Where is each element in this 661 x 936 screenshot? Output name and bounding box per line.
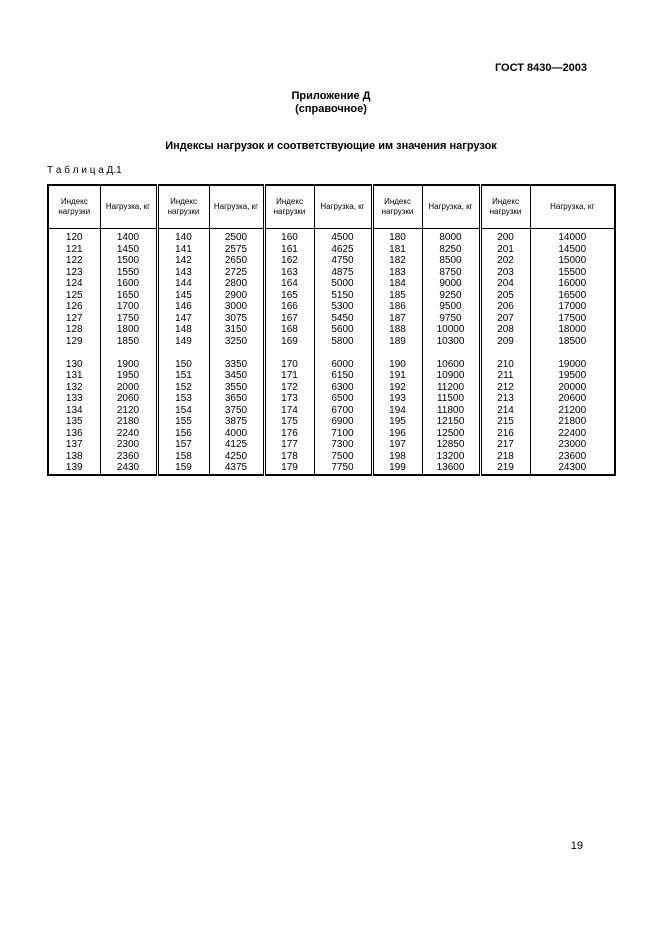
load-cell: 2650: [209, 255, 264, 267]
load-cell: 11500: [422, 393, 480, 405]
index-cell: 146: [157, 301, 209, 313]
load-cell: 4000: [209, 428, 264, 440]
index-cell: 120: [48, 229, 100, 244]
load-cell: 6000: [314, 359, 372, 371]
index-cell: 201: [480, 244, 530, 256]
load-cell: 24300: [530, 462, 615, 475]
table-row: [48, 370, 615, 382]
load-cell: 11200: [422, 382, 480, 394]
load-cell: 16500: [530, 290, 615, 302]
load-cell: 3150: [209, 324, 264, 336]
doc-reference: ГОСТ 8430—2003: [494, 62, 587, 74]
load-cell: 3350: [209, 359, 264, 371]
load-cell: 22400: [530, 428, 615, 440]
index-cell: 124: [48, 278, 100, 290]
load-cell: 2430: [100, 462, 157, 475]
index-cell: 186: [372, 301, 422, 313]
index-cell: 210: [480, 359, 530, 371]
index-cell: 143: [157, 267, 209, 279]
load-cell: 9250: [422, 290, 480, 302]
load-cell: 9000: [422, 278, 480, 290]
index-cell: 169: [264, 336, 314, 348]
load-cell: 1750: [100, 313, 157, 325]
table-row: [48, 439, 615, 451]
index-cell: 184: [372, 278, 422, 290]
load-cell: 7300: [314, 439, 372, 451]
index-cell: 150: [157, 359, 209, 371]
index-cell: 129: [48, 336, 100, 348]
index-cell: 206: [480, 301, 530, 313]
index-cell: 216: [480, 428, 530, 440]
load-cell: 5450: [314, 313, 372, 325]
index-cell: 196: [372, 428, 422, 440]
index-cell: 144: [157, 278, 209, 290]
appendix-name: Приложение Д: [291, 90, 371, 102]
index-cell: 203: [480, 267, 530, 279]
index-cell: 181: [372, 244, 422, 256]
index-cell: 156: [157, 428, 209, 440]
load-cell: 1500: [100, 255, 157, 267]
index-cell: 179: [264, 462, 314, 475]
index-header: Индекс нагрузки: [264, 185, 314, 229]
load-cell: [209, 347, 264, 359]
load-cell: 5150: [314, 290, 372, 302]
load-cell: 4125: [209, 439, 264, 451]
appendix-heading: [46, 90, 616, 116]
index-cell: 215: [480, 416, 530, 428]
load-cell: 3250: [209, 336, 264, 348]
index-cell: 155: [157, 416, 209, 428]
index-cell: 218: [480, 451, 530, 463]
index-cell: 149: [157, 336, 209, 348]
spacer-row: [48, 347, 615, 359]
index-cell: 204: [480, 278, 530, 290]
load-cell: 3875: [209, 416, 264, 428]
load-cell: 5000: [314, 278, 372, 290]
load-cell: 1900: [100, 359, 157, 371]
index-cell: 205: [480, 290, 530, 302]
load-index-table: [47, 184, 616, 476]
index-cell: 199: [372, 462, 422, 475]
table-row: [48, 462, 615, 475]
index-cell: 125: [48, 290, 100, 302]
table-row: [48, 428, 615, 440]
load-cell: 2575: [209, 244, 264, 256]
load-header: Нагрузка, кг: [314, 185, 372, 229]
index-cell: 151: [157, 370, 209, 382]
load-cell: 23600: [530, 451, 615, 463]
table-row: [48, 416, 615, 428]
index-cell: 123: [48, 267, 100, 279]
table-row: [48, 324, 615, 336]
index-cell: 122: [48, 255, 100, 267]
load-cell: 12500: [422, 428, 480, 440]
index-cell: 137: [48, 439, 100, 451]
table-row: [48, 313, 615, 325]
index-cell: 166: [264, 301, 314, 313]
load-cell: 8500: [422, 255, 480, 267]
load-cell: 20600: [530, 393, 615, 405]
index-cell: 147: [157, 313, 209, 325]
load-cell: 2300: [100, 439, 157, 451]
index-cell: 212: [480, 382, 530, 394]
load-cell: 2360: [100, 451, 157, 463]
index-cell: 157: [157, 439, 209, 451]
load-cell: 16000: [530, 278, 615, 290]
index-cell: [157, 347, 209, 359]
load-cell: 19500: [530, 370, 615, 382]
index-cell: 128: [48, 324, 100, 336]
load-cell: 8000: [422, 229, 480, 244]
index-cell: 167: [264, 313, 314, 325]
index-cell: 134: [48, 405, 100, 417]
index-cell: 154: [157, 405, 209, 417]
index-cell: 170: [264, 359, 314, 371]
load-cell: 1650: [100, 290, 157, 302]
load-cell: 5300: [314, 301, 372, 313]
index-cell: 145: [157, 290, 209, 302]
load-header: Нагрузка, кг: [530, 185, 615, 229]
load-cell: 14000: [530, 229, 615, 244]
index-cell: 188: [372, 324, 422, 336]
index-header: Индекс нагрузки: [48, 185, 100, 229]
index-cell: 171: [264, 370, 314, 382]
table-row: [48, 405, 615, 417]
index-cell: 140: [157, 229, 209, 244]
index-cell: 208: [480, 324, 530, 336]
table-row: [48, 393, 615, 405]
index-cell: 148: [157, 324, 209, 336]
load-cell: 5600: [314, 324, 372, 336]
load-cell: 9500: [422, 301, 480, 313]
load-cell: 3550: [209, 382, 264, 394]
index-cell: 209: [480, 336, 530, 348]
index-cell: 131: [48, 370, 100, 382]
load-cell: 17500: [530, 313, 615, 325]
table-row: [48, 382, 615, 394]
index-cell: 172: [264, 382, 314, 394]
index-cell: 214: [480, 405, 530, 417]
load-cell: 3450: [209, 370, 264, 382]
load-cell: 15500: [530, 267, 615, 279]
load-cell: 3000: [209, 301, 264, 313]
index-cell: 177: [264, 439, 314, 451]
load-cell: [530, 347, 615, 359]
table-row: [48, 301, 615, 313]
load-cell: 9750: [422, 313, 480, 325]
load-cell: 10300: [422, 336, 480, 348]
load-cell: 10900: [422, 370, 480, 382]
load-header: Нагрузка, кг: [100, 185, 157, 229]
table-body: [48, 229, 615, 475]
index-cell: 190: [372, 359, 422, 371]
index-cell: 142: [157, 255, 209, 267]
load-cell: 4625: [314, 244, 372, 256]
index-cell: 158: [157, 451, 209, 463]
load-cell: [314, 347, 372, 359]
load-cell: 2180: [100, 416, 157, 428]
index-cell: 153: [157, 393, 209, 405]
index-cell: 175: [264, 416, 314, 428]
table-row: [48, 278, 615, 290]
load-cell: 23000: [530, 439, 615, 451]
index-cell: 126: [48, 301, 100, 313]
load-cell: 6700: [314, 405, 372, 417]
load-cell: 14500: [530, 244, 615, 256]
load-header: Нагрузка, кг: [209, 185, 264, 229]
load-cell: 6900: [314, 416, 372, 428]
load-cell: 2800: [209, 278, 264, 290]
load-cell: 1400: [100, 229, 157, 244]
index-cell: 193: [372, 393, 422, 405]
load-cell: 1950: [100, 370, 157, 382]
load-cell: 15000: [530, 255, 615, 267]
index-cell: 219: [480, 462, 530, 475]
load-header: Нагрузка, кг: [422, 185, 480, 229]
index-cell: 195: [372, 416, 422, 428]
table-row: [48, 229, 615, 244]
index-cell: [480, 347, 530, 359]
index-cell: 217: [480, 439, 530, 451]
index-cell: 191: [372, 370, 422, 382]
index-header: Индекс нагрузки: [157, 185, 209, 229]
index-cell: 207: [480, 313, 530, 325]
load-cell: 2900: [209, 290, 264, 302]
load-cell: 1800: [100, 324, 157, 336]
load-cell: 7500: [314, 451, 372, 463]
index-cell: 159: [157, 462, 209, 475]
load-cell: 8250: [422, 244, 480, 256]
table-row: [48, 267, 615, 279]
table-row: [48, 255, 615, 267]
load-cell: 13600: [422, 462, 480, 475]
index-cell: 211: [480, 370, 530, 382]
index-cell: [48, 347, 100, 359]
index-cell: 173: [264, 393, 314, 405]
index-cell: 192: [372, 382, 422, 394]
index-cell: 178: [264, 451, 314, 463]
load-cell: 5800: [314, 336, 372, 348]
load-cell: 1850: [100, 336, 157, 348]
index-cell: 121: [48, 244, 100, 256]
index-cell: 183: [372, 267, 422, 279]
index-cell: 189: [372, 336, 422, 348]
index-cell: 185: [372, 290, 422, 302]
index-header: Индекс нагрузки: [480, 185, 530, 229]
index-cell: 202: [480, 255, 530, 267]
load-cell: 1600: [100, 278, 157, 290]
load-cell: 13200: [422, 451, 480, 463]
index-cell: 135: [48, 416, 100, 428]
load-cell: 2060: [100, 393, 157, 405]
load-cell: 2120: [100, 405, 157, 417]
index-cell: 127: [48, 313, 100, 325]
index-cell: 133: [48, 393, 100, 405]
index-cell: 165: [264, 290, 314, 302]
load-cell: 21200: [530, 405, 615, 417]
load-cell: [422, 347, 480, 359]
load-cell: 11800: [422, 405, 480, 417]
index-cell: 141: [157, 244, 209, 256]
load-cell: 4875: [314, 267, 372, 279]
load-cell: 18500: [530, 336, 615, 348]
load-cell: 7100: [314, 428, 372, 440]
table-label: Т а б л и ц а Д.1: [47, 165, 122, 176]
load-cell: 3075: [209, 313, 264, 325]
load-cell: 4375: [209, 462, 264, 475]
table-row: [48, 359, 615, 371]
index-cell: 168: [264, 324, 314, 336]
load-cell: 1700: [100, 301, 157, 313]
index-cell: 152: [157, 382, 209, 394]
load-cell: 6150: [314, 370, 372, 382]
page-number: 19: [570, 840, 583, 852]
load-cell: 19000: [530, 359, 615, 371]
load-cell: 3750: [209, 405, 264, 417]
load-cell: 12850: [422, 439, 480, 451]
load-cell: 8750: [422, 267, 480, 279]
load-cell: 1450: [100, 244, 157, 256]
load-cell: 20000: [530, 382, 615, 394]
table-row: [48, 336, 615, 348]
load-cell: 7750: [314, 462, 372, 475]
index-cell: 132: [48, 382, 100, 394]
load-cell: 21800: [530, 416, 615, 428]
index-cell: 180: [372, 229, 422, 244]
appendix-type: (справочное): [295, 103, 367, 115]
table-row: [48, 451, 615, 463]
load-cell: 6300: [314, 382, 372, 394]
index-cell: [372, 347, 422, 359]
index-cell: 136: [48, 428, 100, 440]
header-row: [48, 185, 615, 229]
index-cell: 200: [480, 229, 530, 244]
index-cell: 138: [48, 451, 100, 463]
index-cell: 176: [264, 428, 314, 440]
load-cell: 1550: [100, 267, 157, 279]
load-cell: 6500: [314, 393, 372, 405]
load-cell: 12150: [422, 416, 480, 428]
load-cell: 3650: [209, 393, 264, 405]
index-cell: 198: [372, 451, 422, 463]
index-cell: 163: [264, 267, 314, 279]
index-cell: 162: [264, 255, 314, 267]
index-cell: 160: [264, 229, 314, 244]
table-row: [48, 290, 615, 302]
load-cell: 18000: [530, 324, 615, 336]
table-row: [48, 244, 615, 256]
index-cell: 182: [372, 255, 422, 267]
table-head: [48, 185, 615, 229]
index-cell: 187: [372, 313, 422, 325]
index-cell: 139: [48, 462, 100, 475]
load-cell: 2240: [100, 428, 157, 440]
load-cell: 17000: [530, 301, 615, 313]
load-cell: 2725: [209, 267, 264, 279]
index-cell: 194: [372, 405, 422, 417]
index-cell: 213: [480, 393, 530, 405]
index-cell: 164: [264, 278, 314, 290]
index-cell: 197: [372, 439, 422, 451]
load-cell: 2500: [209, 229, 264, 244]
index-cell: 161: [264, 244, 314, 256]
index-header: Индекс нагрузки: [372, 185, 422, 229]
index-cell: 174: [264, 405, 314, 417]
load-cell: 10600: [422, 359, 480, 371]
load-cell: 10000: [422, 324, 480, 336]
load-cell: 4250: [209, 451, 264, 463]
index-cell: 130: [48, 359, 100, 371]
load-cell: 4500: [314, 229, 372, 244]
index-cell: [264, 347, 314, 359]
load-cell: 4750: [314, 255, 372, 267]
load-cell: [100, 347, 157, 359]
document-title: Индексы нагрузок и соответствующие им значения нагрузок: [165, 140, 497, 152]
load-cell: 2000: [100, 382, 157, 394]
